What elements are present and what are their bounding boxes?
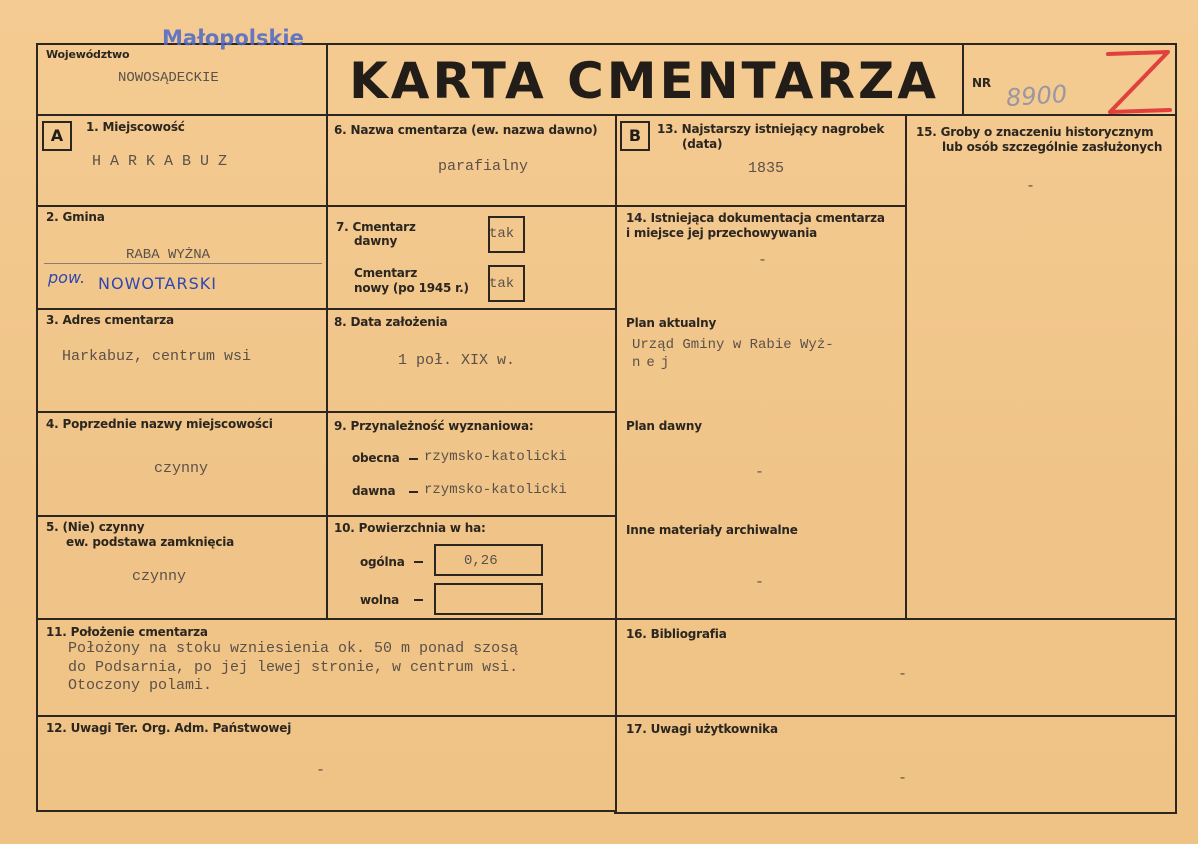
field-9-obecna-value: rzymsko-katolicki <box>424 449 567 465</box>
field-7-nowy-label-1: Cmentarz <box>354 266 418 280</box>
field-10-wolna-label: wolna <box>360 593 400 607</box>
col-divider-1 <box>326 114 328 618</box>
field-13-value: 1835 <box>748 160 785 177</box>
row-line-2 <box>36 308 616 310</box>
red-z-mark-icon <box>1100 48 1174 118</box>
field-2-pow-value: NOWOTARSKI <box>98 274 217 293</box>
nr-value: 8900 <box>1005 79 1068 113</box>
field-2-value: RABA WYŻNA <box>126 247 211 263</box>
row-line-6 <box>36 715 1176 717</box>
colb-line-1 <box>615 205 906 207</box>
field-6-label: 6. Nazwa cmentarza (ew. nazwa dawno) <box>334 123 598 137</box>
header-bottom <box>36 114 1176 116</box>
field-5-label-2: ew. podstawa zamknięcia <box>66 535 235 549</box>
inne-materialy-value: - <box>755 574 765 591</box>
field-7-dawny-value: tak <box>489 226 515 242</box>
nr-label: NR <box>972 76 991 90</box>
field-12-label: 12. Uwagi Ter. Org. Adm. Państwowej <box>46 721 292 735</box>
header-divider-2 <box>962 43 964 115</box>
field-7-dawny-label-2: dawny <box>354 234 398 248</box>
field-9-obecna-dash <box>409 458 418 460</box>
field-15-label-1: 15. Groby o znaczeniu historycznym <box>916 125 1154 139</box>
wojewodztwo-value: NOWOSĄDECKIE <box>118 70 219 86</box>
field-15-label-2: lub osób szczególnie zasłużonych <box>942 140 1163 154</box>
field-10-label: 10. Powierzchnia w ha: <box>334 521 486 535</box>
row-line-4 <box>36 515 616 517</box>
field-11-line-2: do Podsarnia, po jej lewej stronie, w centrum wsi. <box>68 659 519 676</box>
field-2-pow-prefix: pow. <box>48 268 86 287</box>
field-11-line-3: Otoczony polami. <box>68 677 213 694</box>
field-15-value: - <box>1026 178 1036 195</box>
field-10-ogolna-value: 0,26 <box>464 553 498 569</box>
field-10-wolna-box <box>434 583 543 615</box>
field-7-nowy-value: tak <box>489 276 515 292</box>
field-4-label: 4. Poprzednie nazwy miejscowości <box>46 417 273 431</box>
row-line-5 <box>36 618 1176 620</box>
field-14-label-1: 14. Istniejąca dokumentacja cmentarza <box>626 211 885 225</box>
field-3-value: Harkabuz, centrum wsi <box>62 348 252 365</box>
field-9-dawna-value: rzymsko-katolicki <box>424 482 567 498</box>
row-line-3 <box>36 411 616 413</box>
field-13-label-2: (data) <box>682 137 723 151</box>
row-line-1 <box>36 205 616 207</box>
field-11-label: 11. Położenie cmentarza <box>46 625 208 639</box>
field-10-ogolna-label: ogólna <box>360 555 405 569</box>
section-a-marker: A <box>42 121 72 151</box>
plan-dawny-value: - <box>755 464 765 481</box>
field-13-label-1: 13. Najstarszy istniejący nagrobek <box>657 122 885 136</box>
page-title: KARTA CMENTARZA <box>349 52 939 110</box>
frame-bottom-left <box>36 810 616 812</box>
field-16-value: - <box>898 666 908 683</box>
frame-bottom-right <box>614 812 1176 814</box>
field-3-label: 3. Adres cmentarza <box>46 313 174 327</box>
field-7-nowy-label-2: nowy (po 1945 r.) <box>354 281 469 295</box>
plan-aktualny-label: Plan aktualny <box>626 316 717 330</box>
wojewodztwo-stamp: Małopolskie <box>162 26 304 50</box>
field-8-label: 8. Data założenia <box>334 315 448 329</box>
field-2-label: 2. Gmina <box>46 210 105 224</box>
field-1-value: HARKABUZ <box>92 153 237 170</box>
frame-right <box>1175 43 1177 814</box>
col-divider-2 <box>615 114 617 812</box>
field-17-value: - <box>898 770 908 787</box>
section-b-marker: B <box>620 121 650 151</box>
field-8-value: 1 poł. XIX w. <box>398 352 516 369</box>
inne-materialy-label: Inne materiały archiwalne <box>626 523 798 537</box>
field-17-label: 17. Uwagi użytkownika <box>626 722 778 736</box>
field-7-dawny-label-1: 7. Cmentarz <box>336 220 416 234</box>
field-5-value: czynny <box>132 568 187 585</box>
wojewodztwo-label: Województwo <box>46 48 130 61</box>
field-1-label: 1. Miejscowość <box>86 120 185 134</box>
plan-dawny-label: Plan dawny <box>626 419 702 433</box>
col-divider-3 <box>905 114 907 620</box>
field-4-value: czynny <box>154 460 209 477</box>
field-9-dawna-label: dawna <box>352 484 396 498</box>
field-6-value: parafialny <box>438 158 529 175</box>
field-16-label: 16. Bibliografia <box>626 627 727 641</box>
field-9-label: 9. Przynależność wyznaniowa: <box>334 419 534 433</box>
field-9-obecna-label: obecna <box>352 451 400 465</box>
frame-left <box>36 43 38 812</box>
plan-aktualny-line-2: nej <box>632 355 676 371</box>
field-10-ogolna-dash <box>414 561 423 563</box>
field-10-wolna-dash <box>414 599 423 601</box>
field-5-label-1: 5. (Nie) czynny <box>46 520 145 534</box>
field-14-value: - <box>758 252 768 269</box>
field-11-line-1: Położony na stoku wzniesienia ok. 50 m ponad szosą <box>68 640 519 657</box>
field-12-value: - <box>316 762 326 779</box>
plan-aktualny-line-1: Urząd Gminy w Rabie Wyż- <box>632 337 834 353</box>
field-9-dawna-dash <box>409 491 418 493</box>
field-14-label-2: i miejsce jej przechowywania <box>626 226 818 240</box>
